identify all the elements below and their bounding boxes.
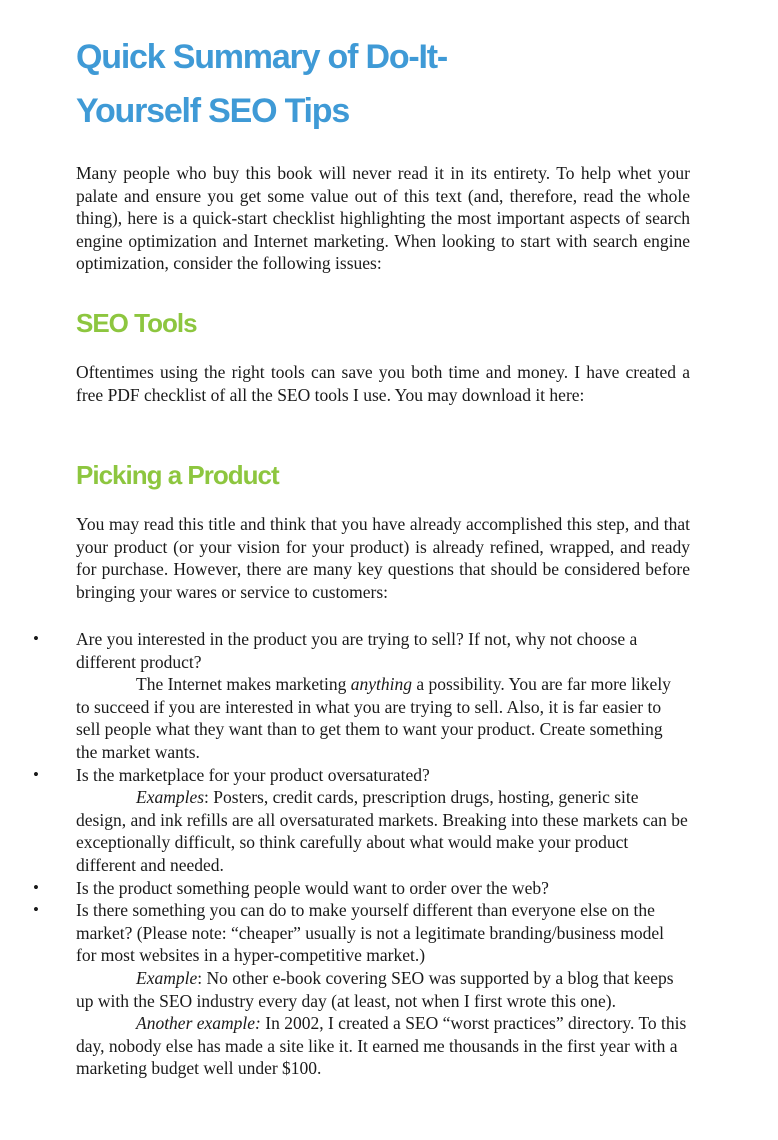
- checklist: [0, 628, 778, 1080]
- emphasis-text: Examples: [136, 787, 205, 808]
- list-item-question: Is there something you can do to make yourself different than everyone else on the market? (Please note: “cheaper” usually is not a legitimate branding/business model for most websites in a hyper-competitive market.): [76, 900, 665, 966]
- bullet-icon: •: [33, 629, 39, 648]
- list-item: [0, 764, 688, 877]
- picking-product-heading: Picking a Product: [76, 460, 279, 490]
- list-item: [0, 628, 688, 764]
- emphasis-text: anything: [350, 674, 413, 695]
- list-item-question: Is the marketplace for your product oversaturated?: [76, 764, 430, 785]
- bullet-icon: •: [33, 877, 39, 897]
- bullet-icon: •: [33, 764, 39, 784]
- page-title-line-2: Yourself SEO Tips: [76, 92, 350, 130]
- list-item: [0, 877, 688, 900]
- emphasis-text: Example: [136, 967, 198, 988]
- seo-tools-heading: SEO Tools: [76, 308, 197, 338]
- list-item-detail: The Internet makes marketing anything a possibility. You are far more likely to succeed if you are interested in what you are trying to sell. Also, it is far easier to sell people what they want than to get them to want your product. Create something the market wants.: [76, 674, 671, 762]
- page-title-line-1: Quick Summary of Do-It-: [76, 38, 448, 76]
- emphasis-text: Another example:: [136, 1013, 261, 1034]
- seo-tools-paragraph: Oftentimes using the right tools can save you both time and money. I have created a free PDF checklist of all the SEO tools I use. You may download it here:: [76, 362, 690, 405]
- intro-paragraph: Many people who buy this book will never read it in its entirety. To help whet your palate and ensure you get some value out of this text (and, therefore, read the whole thing), here is a quick-start checklist highlighting the most important aspects of search engine optimization and Internet marketing. When looking to start with search engine optimization, consider the following issues:: [76, 163, 690, 274]
- list-item-detail: Example: No other e-book covering SEO was supported by a blog that keeps up with the SEO industry every day (at least, not when I first wrote this one).: [76, 967, 674, 1011]
- list-item-question: Is the product something people would want to order over the web?: [76, 877, 549, 898]
- list-item-question: Are you interested in the product you are trying to sell? If not, why not choose a different product?: [76, 629, 638, 672]
- page-title: [76, 30, 716, 138]
- list-item-detail: Another example: In 2002, I created a SEO “worst practices” directory. To this day, nobody else has made a site like it. It earned me thousands in the first year with a marketing budget well under $100.: [76, 1013, 687, 1079]
- list-item: [0, 899, 688, 1080]
- picking-product-paragraph: You may read this title and think that you have already accomplished this step, and that your product (or your vision for your product) is already refined, wrapped, and ready for purchase. However, there are many key questions that should be considered before bringing your wares or service to customers:: [76, 514, 690, 602]
- list-item-detail: Examples: Posters, credit cards, prescription drugs, hosting, generic site design, and ink refills are all oversaturated markets. Breaking into these markets can be exceptionally difficult, so think carefully about what would make your product different and needed.: [76, 787, 688, 875]
- bullet-icon: •: [33, 900, 39, 920]
